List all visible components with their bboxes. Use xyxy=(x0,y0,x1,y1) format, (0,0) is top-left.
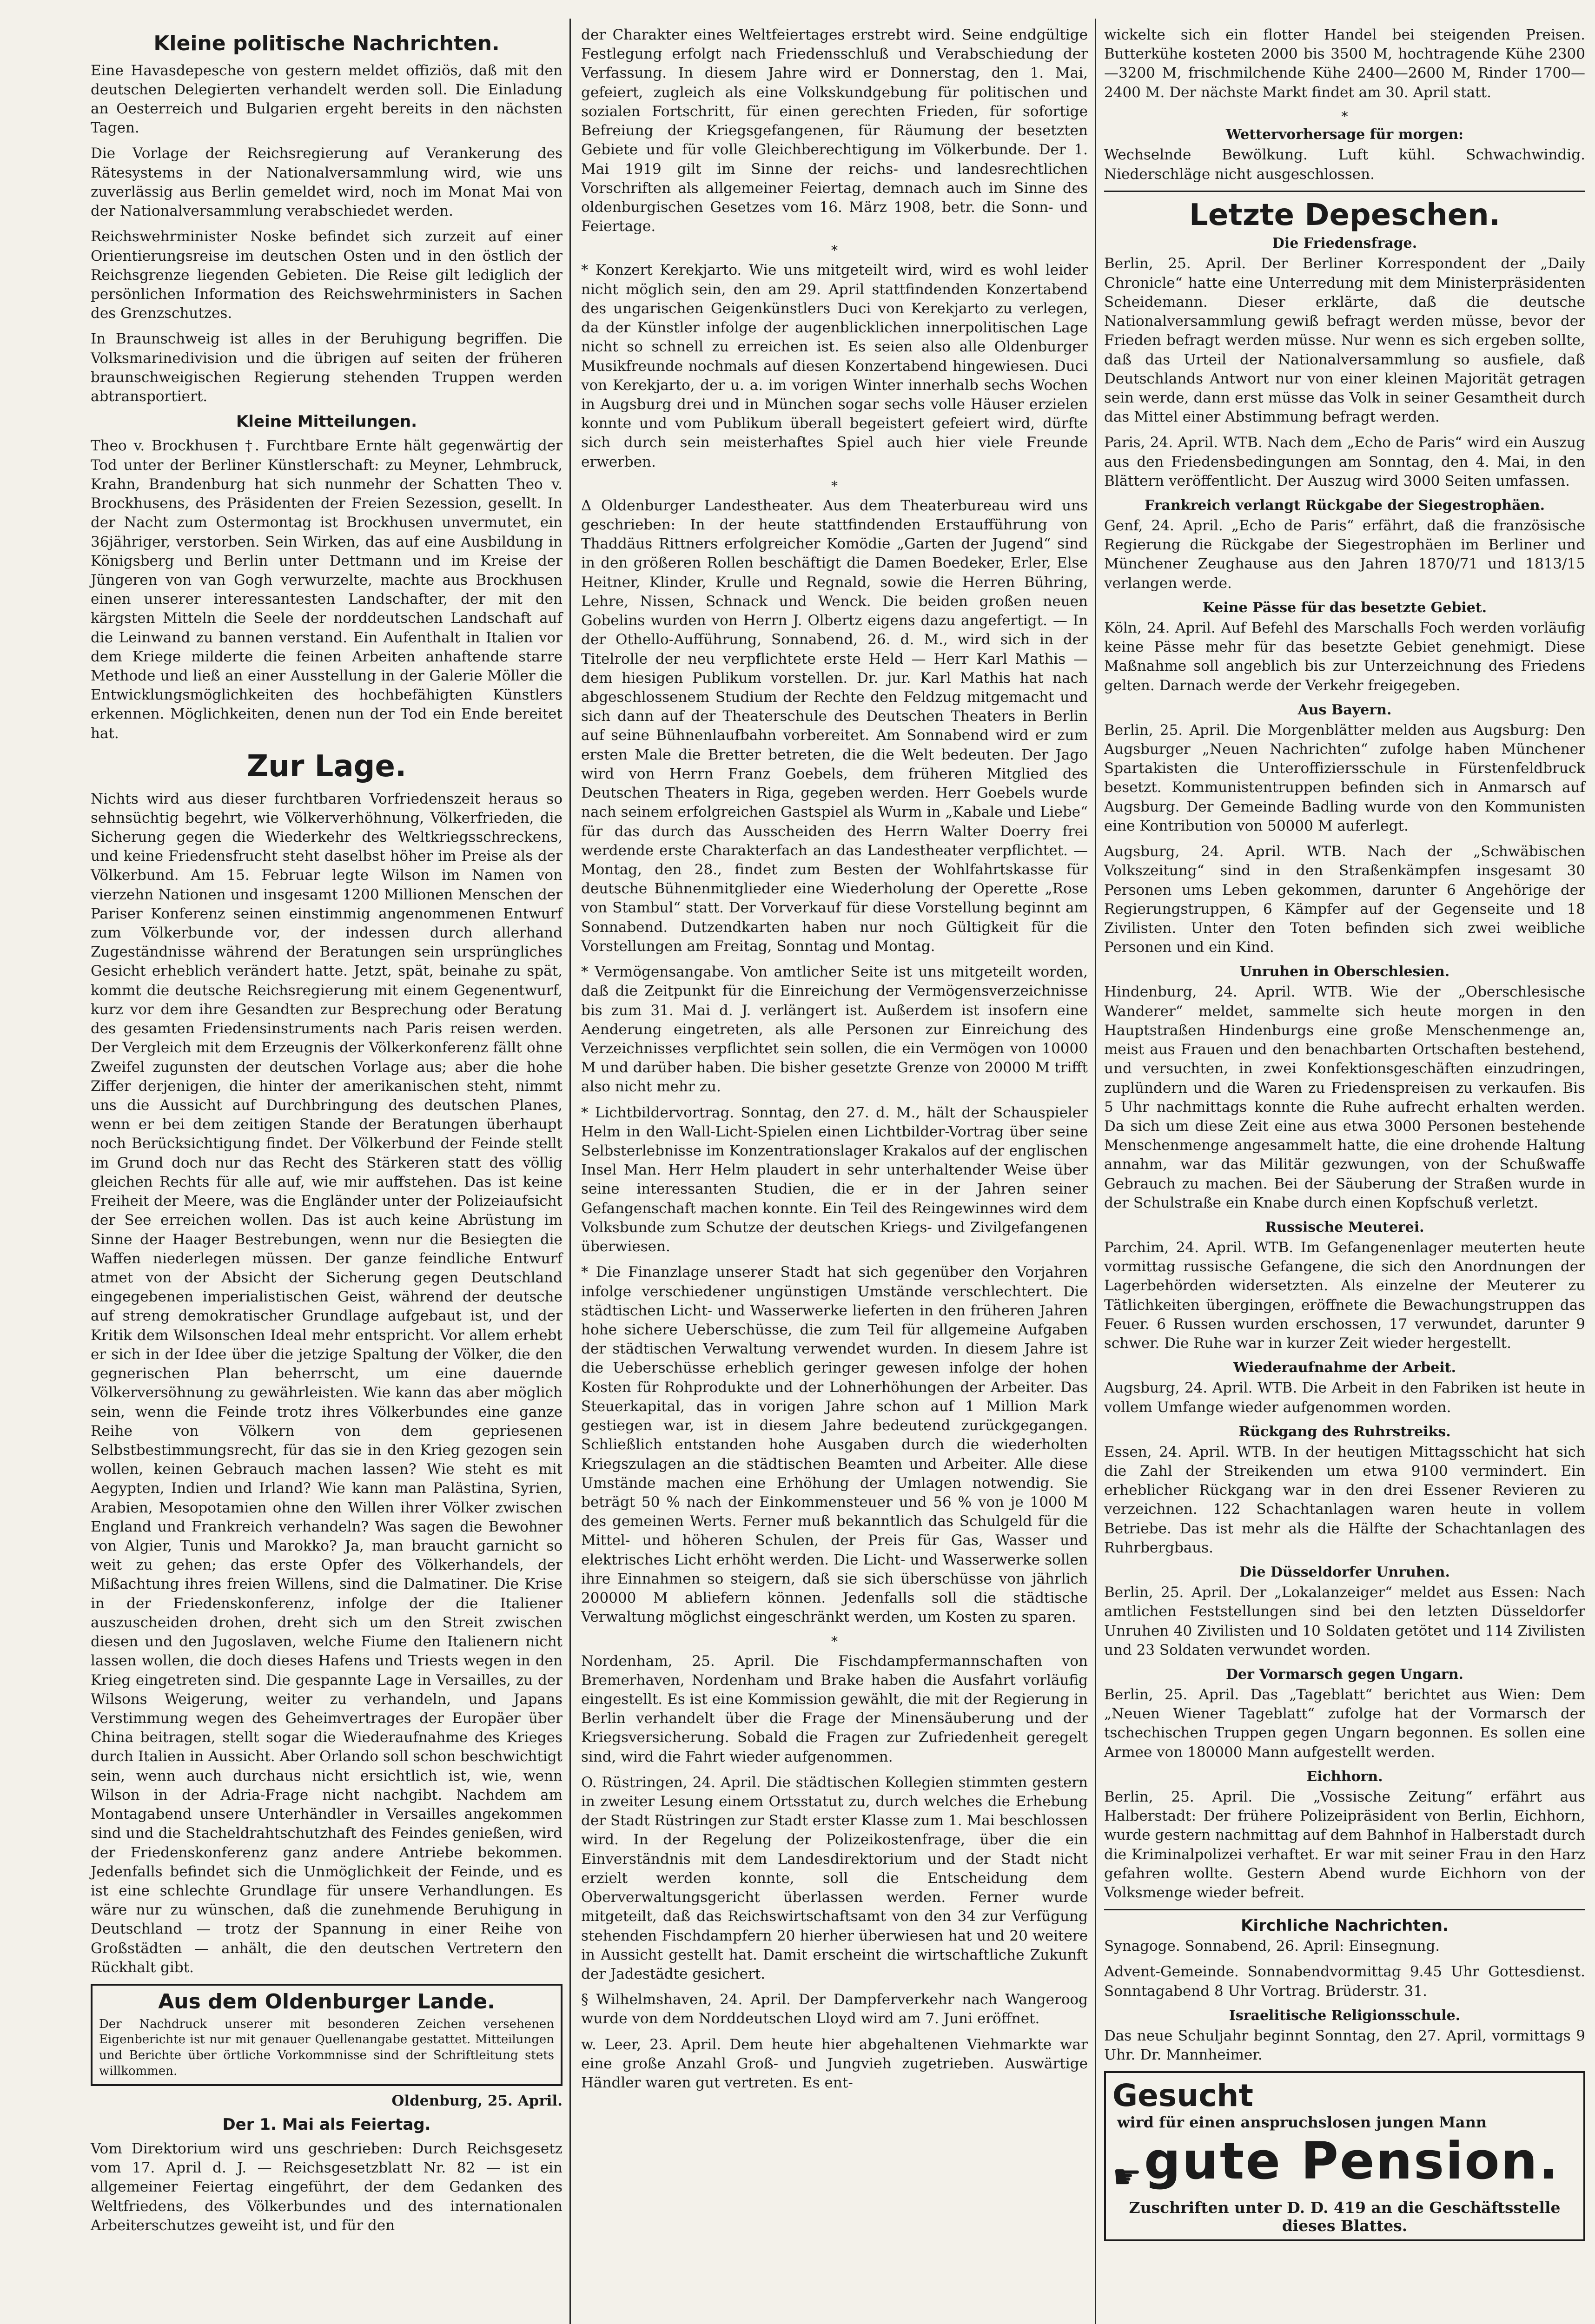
reprint-notice: Der Nachdruck unserer mit besonderen Zeichen versehenen Eigenberichte ist nur mit genauer Quellenangabe gestattet. Mitteilungen und Berichte über örtliche Vorkommnisse sind der Schriftleitung stets willkommen. xyxy=(99,2017,554,2079)
divider xyxy=(1104,191,1585,192)
subheading: Die Düsseldorfer Unruhen. xyxy=(1239,1564,1450,1581)
article-paragraph: Nichts wird aus dieser furchtbaren Vorfriedenszeit heraus so sehnsüchtig begehrt, wie Völkerverhöhnung, Völkerfrieden, die Sicherung gegen die Wiederkehr des Weltkriegsschreckens, und keine Friedensfrucht steht daselbst höher im Preise als der Völkerbund. Am 15. Februar legte Wilson im Namen von vierzehn Nationen und insgesamt 1200 Millionen Menschen der Pariser Konferenz seinen einstimmig angenommenen Entwurf zum Völkerbunde vor, der indessen durch allerhand Zugeständnisse während der Beratungen sein ursprüngliches Gesicht erheblich verändert hatte. Jetzt, spät, beinahe zu spät, kommt die deutsche Reichsregierung mit einem Gegenentwurf, kurz vor dem ihre Gesandten zur Besprechung oder Beratung des gesamten Friedensinstruments nach Paris reisen werden. Der Vergleich mit dem Erzeugnis der Völkerkonferenz fällt ohne Zweifel zugunsten der deutschen Vorlage aus; aber die hohe Ziffer derjenigen, die hinter der amerikanischen steht, nimmt uns die Aussicht auf Durchbringung des deutschen Planes, wenn er bei dem zeitigen Stande der Beratungen überhaupt noch Berücksichtigung findet. Der Völkerbund der Feinde stellt im Grund doch nur das Recht des Stärkeren statt des völlig gleichen Rechts für alle auf, wie mir auffstehen. Das ist keine Freiheit der Meere, was die Engländer unter der Polizeiaufsicht der See erreichen wollen. Das ist auch keine Abrüstung im Sinne der Haager Bestrebungen, wenn nur die Besiegten die Waffen niederlegen müssen. Der ganze feindliche Entwurf atmet von der Absicht der Sicherung gegen Deutschland eingegebenen imperialistischen Geist, während der deutsche auf streng demokratischer Grundlage aufgebaut ist, und der Kritik dem Wilsonschen Ideal mehr entspricht. Vor allem erhebt er sich in der Idee über die jetzige Spaltung der Völker, die den gegnerischen Plan beherrscht, um eine dauernde Völkerversöhnung zu gewährleisten. Wie kann das aber möglich sein, wenn die Feinde trotz ihres Völkerbundes eine ganze Reihe von Völkern von dem gepriesenen Selbstbestimmungsrecht, für das sie in den Krieg gezogen sein wollen, keinen Gebrauch machen lassen? Wie steht es mit Aegypten, Indien und Irland? Wie kann man Palästina, Syrien, Arabien, Mesopotamien ohne den Willen ihrer Völker zwischen England und Frankreich verhandeln? Was sagen die Bewohner von Algier, Tunis und Marokko? Ja, man braucht garnicht so weit zu gehen; das erste Opfer des Völkerhandels, der Mißachtung ihres freien Willens, sind die Dalmatiner. Die Krise in der Friedenskonferenz, infolge der die Italiener auszuscheiden drohen, dreht sich um den Streit zwischen diesen und den Jugoslaven, welche Fiume den Italienern nicht lassen wollen, die doch dieses Hafens und Triests wegen in den Krieg eingetreten sind. Die gespannte Lage in Versailles, zu der Wilsons Weigerung, weiter zu verhandeln, und Japans Verstimmung wegen des Geheimvertrages der Europäer über China beitragen, stellt sogar die Wiederaufnahme des Krieges durch Italien in Aussicht. Aber Orlando soll schon beschwichtigt sein, wenn auch durchaus nicht ersichtlich ist, wie, wenn Wilson in der Adria-Frage nicht nachgibt. Nachdem am Montagabend unsere Unterhändler in Versailles angekommen sind und die Stacheldrahtschutzhaft des Feindes genießen, wird der Friedenskonferenz ganz andere Antriebe bekommen. Jedenfalls befindet sich die Unmöglichkeit der Feinde, und es ist eine schlechte Grundlage für unsere Verhandlungen. Es wäre nur zu wünschen, daß die zunehmende Beruhigung in Deutschland — trotz der Spannung in einer Reihe von Großstädten — anhält, die den deutschen Vertretern den Rückhalt gibt. xyxy=(91,790,563,1976)
subheading: Wiederaufnahme der Arbeit. xyxy=(1233,1360,1456,1376)
article-paragraph: Augsburg, 24. April. WTB. Die Arbeit in den Fabriken ist heute in vollem Umfange wieder aufgenommen worden. xyxy=(1104,1380,1585,1416)
article-paragraph: * Die Finanzlage unserer Stadt hat sich gegenüber den Vorjahren infolge verschiedener ungünstigen Umstände verschlechtert. Die städtischen Licht- und Wasserwerke lieferten in den früheren Jahren hohe sichere Ueberschüsse, die zum Teil für allgemeine Aufgaben der städtischen Verwaltung verwendet wurden. In diesem Jahre ist die Ueberschüsse erheblich geringer gewesen infolge der hohen Kosten für Rohprodukte und der Lohnerhöhungen der Arbeiter. Das Steuerkapital, das in vorigen Jahre schon auf 1 Million Mark gestiegen war, ist in diesem Jahre bedeutend zurückgegangen. Schließlich entstanden hohe Ausgaben durch die wiederholten Kriegszulagen an die städtischen Beamten und Arbeiter. Alle diese Umstände machen eine Erhöhung der Umlagen notwendig. Sie beträgt 50 % nach der Einkommensteuer und 56 % von je 1000 M des gemeinen Werts. Ferner muß bekanntlich das Schulgeld für die Mittel- und höheren Schulen, der Preis für Gas, Wasser und elektrisches Licht erhöht werden. Die Licht- und Wasserwerke sollen ihre Einnahmen so steigern, daß sie sich überschüsse von jährlich 200000 M abliefern können. Jedenfalls soll die städtische Verwaltung möglichst eingeschränkt werden, um Kosten zu sparen. xyxy=(581,1264,1088,1626)
subheading: Frankreich verlangt Rückgabe der Siegestrophäen. xyxy=(1144,497,1545,514)
article-paragraph: Synagoge. Sonnabend, 26. April: Einsegnung. xyxy=(1104,1938,1440,1955)
dateline: Oldenburg, 25. April. xyxy=(391,2092,563,2109)
separator-star: * xyxy=(831,1633,838,1649)
subheading: Aus Bayern. xyxy=(1297,701,1392,718)
article-paragraph: der Charakter eines Weltfeiertages erstrebt wird. Seine endgültige Festlegung erfolgt nach Friedensschluß und Verabschiedung der Verfassung. In diesem Jahre wird er Donnerstag, den 1. Mai, gefeiert, zugleich als eine Volkskundgebung für politischen und sozialen Fortschritt, für einen gerechten Frieden, für sofortige Befreiung der Kriegsgefangenen, für Räumung der besetzten Gebiete und für volle Gleichberechtigung im Völkerbunde. Der 1. Mai 1919 gilt im Sinne der reichs- und landesrechtlichen Vorschriften als allgemeiner Feiertag, demnach auch im Sinne des oldenburgischen Gesetzes vom 16. März 1908, betr. die Sonn- und Feiertage. xyxy=(581,26,1088,235)
subheading: Unruhen in Oberschlesien. xyxy=(1239,964,1450,980)
classified-ad xyxy=(1104,2071,1585,2241)
article-paragraph: * Vermögensangabe. Von amtlicher Seite ist uns mitgeteilt worden, daß die Zeitpunkt für die Einreichung der Vermögensverzeichnisse bis zum 31. Mai d. J. verlängert ist. Außerdem ist insofern eine Aenderung eingetreten, als alle Personen zur Einreichung des Verzeichnisses verpflichtet sein sollen, die ein Vermögen von 10000 M und darüber haben. Die bisher gesetzte Grenze von 20000 M trifft also nicht mehr zu. xyxy=(581,964,1088,1096)
article-paragraph: wickelte sich ein flotter Handel bei steigenden Preisen. Butterkühe kosteten 2000 bis 3500 M, hochtragende Kühe 2300—3200 M, frischmilchende Kühe 2400—2600 M, Rinder 1700—2400 M. Der nächste Markt findet am 30. April statt. xyxy=(1104,26,1585,101)
divider xyxy=(1104,1909,1585,1910)
section-heading-politik: Kleine politische Nachrichten. xyxy=(153,32,500,55)
article-paragraph: In Braunschweig ist alles in der Beruhigung begriffen. Die Volksmarinedivision und die übrigen auf seiten der früheren braunschweigischen Regierung stehenden Truppen werden abtransportiert. xyxy=(91,330,563,405)
subheading: Die Friedensfrage. xyxy=(1272,235,1417,252)
separator-star: * xyxy=(831,478,838,494)
column-3 xyxy=(1104,26,1585,2324)
column-rule xyxy=(569,19,571,2324)
article-paragraph: Die Vorlage der Reichsregierung auf Verankerung des Rätesystems in der Nationalversammlung wird, wie uns zuverlässig aus Berlin gemeldet wird, noch im Monat Mai von der Nationalversammlung verabschiedet werden. xyxy=(91,145,563,220)
article-paragraph: Berlin, 25. April. Die Morgenblätter melden aus Augsburg: Den Augsburger „Neuen Nachrichten“ zufolge haben Münchener Spartakisten die Unteroffiziersschule in Fürstenfeldbruck besetzt. Kommunistentruppen befinden sich in Anmarsch auf Augsburg. Der Gemeinde Badling wurde von den Kommunisten eine Kontribution von 50000 M auferlegt. xyxy=(1104,721,1585,834)
article-paragraph: Vom Direktorium wird uns geschrieben: Durch Reichsgesetz vom 17. April d. J. — Reichsgesetzblatt Nr. 82 — ist ein allgemeiner Feiertag eingeführt, der dem Gedanken des Weltfriedens, des Völkerbundes und des internationalen Arbeiterschutzes geweiht ist, und für den xyxy=(91,2140,563,2234)
subheading: Der Vormarsch gegen Ungarn. xyxy=(1226,1666,1463,1683)
article-paragraph: * Lichtbildervortrag. Sonntag, den 27. d. M., hält der Schauspieler Helm in den Wall-Licht-Spielen einen Lichtbilder-Vortrag über seine Selbsterlebnisse im Konzentrationslager Krakalos auf der englischen Insel Man. Herr Helm plaudert in sehr unterhaltender Weise über seine interessanten Studien, die er in der Jahren seiner Gefangenschaft machen konnte. Ein Teil des Reingewinnes wird dem Volksbunde zum Schutze der deutschen Kriegs- und Zivilgefangenen überwiesen. xyxy=(581,1104,1088,1255)
article-paragraph: Köln, 24. April. Auf Befehl des Marschalls Foch werden vorläufig keine Pässe mehr für das besetzte Gebiet genehmigt. Diese Maßnahme soll angeblich bis zur Unterzeichnung des Friedens gelten. Darnach werde der Verkehr freigegeben. xyxy=(1104,619,1585,694)
article-paragraph: Berlin, 25. April. Der Berliner Korrespondent der „Daily Chronicle“ hatte eine Unterredung mit dem Ministerpräsidenten Scheidemann. Dieser erklärte, daß die deutsche Nationalversammlung gewiß befragt werden müsse, bevor der Frieden befragt werden müsse. Nur wenn es sich ergeben sollte, daß das Urteil der Nationalversammlung so ausfiele, daß Deutschlands Antwort nur von einer kleinen Majorität getragen sein werde, dann erst müsse das Volk in seiner Gesamtheit durch das Mittel einer Abstimmung befragt werden. xyxy=(1104,255,1585,426)
ad-headline: Gesucht xyxy=(1112,2078,1253,2114)
section-heading-lage: Zur Lage. xyxy=(246,749,407,784)
article-paragraph: Nordenham, 25. April. Die Fischdampfermannschaften von Bremerhaven, Nordenham und Brake haben die Ausfahrt vorläufig eingestellt. Es ist eine Kommission gewählt, die mit der Regierung in Berlin verhandelt über die Frage der Minensäuberung und der Kriegsversicherung. Sobald die Fragen zur Zufriedenheit geregelt sind, wird die Fahrt wieder aufgenommen. xyxy=(581,1652,1088,1765)
ad-contact: Zuschriften unter D. D. 419 an die Geschäftsstelle dieses Blattes. xyxy=(1129,2198,1561,2235)
article-paragraph: * Konzert Kerekjarto. Wie uns mitgeteilt wird, wird es wohl leider nicht möglich sein, den am 29. April stattfindenden Konzertabend des ungarischen Geigenkünstlers Duci von Kerekjarto zu verlegen, da der Künstler infolge der augenblicklichen innerpolitischen Lage nicht so schnell zu erreichen ist. Es seien also alle Oldenburger Musikfreunde nochmals auf diesen Konzertabend hingewiesen. Duci von Kerekjarto, der u. a. im vorigen Winter innerhalb sechs Wochen in Augsburg drei und in München sogar sechs volle Häuser erzielen konnte und vom Publikum überall begeistert gefeiert wird, dürfte sich durch sein meisterhaftes Spiel auch hier viele Freunde erwerben. xyxy=(581,262,1088,470)
separator-star: * xyxy=(831,243,838,258)
subheading: Israelitische Religionsschule. xyxy=(1229,2007,1461,2024)
article-paragraph: Hindenburg, 24. April. WTB. Wie der „Oberschlesische Wanderer“ meldet, sammelte sich heute morgen in den Hauptstraßen Hindenburgs eine große Menschenmenge an, meist aus Frauen und den benachbarten Ortschaften bestehend, und versuchten, in zwei Konfektionsgeschäften einzudringen, zuplündern und die Waren zu Friedenspreisen zu verkaufen. Bis 5 Uhr nachmittags konnte die Ruhe aufrecht erhalten werden. Da sich um diese Zeit eine aus etwa 3000 Personen bestehende Menschenmenge angesammelt hatte, die eine drohende Haltung annahm, war das Militär gezwungen, von der Schußwaffe Gebrauch zu machen. Bei der Säuberung der Straßen wurde in der Schulstraße ein Knabe durch einen Kopfschuß verletzt. xyxy=(1104,984,1585,1211)
subheading: Rückgang des Ruhrstreiks. xyxy=(1238,1423,1451,1440)
article-paragraph: Reichswehrminister Noske befindet sich zurzeit auf einer Orientierungsreise im deutschen Osten und in den östlich der Reichsgrenze liegenden Gebieten. Die Reise gilt lediglich der persönlichen Information des Reichswehrministers in Sachen des Grenzschutzes. xyxy=(91,228,563,322)
article-paragraph: Δ Oldenburger Landestheater. Aus dem Theaterbureau wird uns geschrieben: In der heute stattfindenden Erstaufführung von Thaddäus Rittners erfolgreicher Komödie „Garten der Jugend“ sind in den größeren Rollen beschäftigt die Damen Boedeker, Erler, Else Heitner, Klinder, Krulle und Regnald, sowie die Herren Bühring, Lehre, Nissen, Schnack und Wenck. Die beiden großen neuen Gobelins wurden von Herrn J. Olbertz eigens dazu angefertigt. — In der Othello-Aufführung, Sonnabend, 26. d. M., wird sich in der Titelrolle der neu verpflichtete erste Held — Herr Karl Mathis — dem hiesigen Publikum vorstellen. Dr. jur. Karl Mathis hat nach abgeschlossenem Studium der Rechte den Feldzug mitgemacht und sich dann auf der Theaterschule des Deutschen Theaters in Berlin auf seine Bühnenlaufbahn vorbereitet. Am Sonnabend wird er zum ersten Male die Bretter betreten, die die Welt bedeuten. Der Jago wird von Herrn Franz Goebels, dem früheren Mitglied des Deutschen Theaters in Riga, gegeben werden. Herr Goebels wurde nach seinem erfolgreichen Gastspiel als Wurm in „Kabale und Liebe“ für das durch das Ausscheiden des Herrn Walter Doerry frei werdende erste Charakterfach an das Landestheater verpflichtet. — Montag, den 28., findet zum Besten der Wohlfahrtskasse für deutsche Bühnenmitglieder eine Wiederholung der Operette „Rose von Stambul“ statt. Der Vorverkauf für diese Vorstellung beginnt am Sonnabend. Dutzendkarten haben nur noch Gültigkeit für die Vorstellungen am Freitag, Sonntag und Montag. xyxy=(581,497,1088,955)
article-paragraph: Theo v. Brockhusen †. Furchtbare Ernte hält gegenwärtig der Tod unter der Berliner Künstlerschaft: zu Meyner, Lehmbruck, Krahn, Brandenburg hat sich nunmehr der Schatten Theo v. Brockhusens, des Präsidenten der Freien Sezession, gesellt. In der Nacht zum Ostermontag ist Brockhusen unvermutet, ein 36jähriger, verstorben. Sein Wirken, das auf eine Ausbildung in Königsberg und Berlin unter Dettmann und im Kreise der Jüngeren von van Gogh verwurzelte, machte aus Brockhusen einen unserer interessantesten Landschafter, der mit den kärgsten Mitteln die Seele der norddeutschen Landschaft auf die Leinwand zu bannen verstand. Ein Aufenthalt in Italien vor dem Kriege milderte die feinen Arbeiten anhaftende starre Methode und ließ an einer Ausstellung in der Galerie Möller die Entwicklungsmöglichkeiten des hochbefähigten Künstlers erkennen. Möglichkeiten, denen nun der Tod ein Ende bereitet hat. xyxy=(91,437,563,742)
subheading: Eichhorn. xyxy=(1306,1768,1383,1785)
pointing-hand-icon: ☛ xyxy=(1112,2157,1142,2196)
section-heading-depeschen: Letzte Depeschen. xyxy=(1189,198,1500,232)
separator-star: * xyxy=(1341,108,1348,124)
ad-subline: wird für einen anspruchslosen jungen Mann xyxy=(1117,2113,1487,2132)
article-paragraph: O. Rüstringen, 24. April. Die städtischen Kollegien stimmten gestern in zweiter Lesung einem Ortsstatut zu, durch welches die Erhebung der Stadt Rüstringen zur Stadt erster Klasse zum 1. Mai beschlossen wird. In der Regelung der Polizeikostenfrage, über die ein Einverständnis mit dem Landesdirektorium und der Stadt nicht erzielt werden konnte, soll die Entscheidung dem Oberverwaltungsgericht überlassen werden. Ferner wurde mitgeteilt, daß das Reichswirtschaftsamt von den 34 zur Verfügung stehenden Fischdampfern 20 hierher überwiesen hat und 20 weitere in Aussicht gestellt hat. Damit erscheint die wirtschaftliche Zukunft der Jadestädte gesichert. xyxy=(581,1774,1088,1982)
article-paragraph: w. Leer, 23. April. Dem heute hier abgehaltenen Viehmarkte war eine große Anzahl Groß- und Jungvieh zugetrieben. Auswärtige Händler waren gut vertreten. Es ent- xyxy=(581,2036,1088,2092)
article-paragraph: Essen, 24. April. WTB. In der heutigen Mittagsschicht hat sich die Zahl der Streikenden um etwa 9100 vermindert. Ein erheblicher Rückgang war in den drei Essener Revieren zu verzeichnen. 122 Schachtanlagen waren heute in vollem Betriebe. Das ist mehr als die Hälfte der Schachtanlagen des Ruhrbergbaus. xyxy=(1104,1443,1585,1556)
section-heading-mitteilungen: Kleine Mitteilungen. xyxy=(236,412,417,431)
article-paragraph: Das neue Schuljahr beginnt Sonntag, den 27. April, vormittags 9 Uhr. Dr. Mannheimer. xyxy=(1104,2027,1585,2064)
section-heading-oldenburg: Aus dem Oldenburger Lande. xyxy=(158,1990,495,2014)
section-heading-wetter: Wettervorhersage für morgen: xyxy=(1225,126,1464,143)
article-paragraph: Advent-Gemeinde. Sonnabendvormittag 9.45 Uhr Gottesdienst. Sonntagabend 8 Uhr Vortrag. Brüderstr. 31. xyxy=(1104,1963,1585,2000)
article-paragraph: Paris, 24. April. WTB. Nach dem „Echo de Paris“ wird ein Auszug aus den Friedensbedingungen am Sonntag, den 4. Mai, in den Blättern veröffentlicht. Der Auszug wird 3000 Seiten umfassen. xyxy=(1104,434,1585,489)
article-paragraph: Augsburg, 24. April. WTB. Nach der „Schwäbischen Volkszeitung“ sind in den Straßenkämpfen insgesamt 30 Personen ums Leben gekommen, darunter 6 Angehörige der Regierungstruppen, 6 Kämpfer auf der Gegenseite und 18 Zivilisten. Unter den Toten befinden sich zwei weibliche Personen und ein Kind. xyxy=(1104,843,1585,956)
article-paragraph: § Wilhelmshaven, 24. April. Der Dampferverkehr nach Wangeroog wurde von dem Norddeutschen Lloyd wird am 7. Juni eröffnet. xyxy=(581,1991,1088,2027)
section-heading-kirche: Kirchliche Nachrichten. xyxy=(1241,1916,1449,1935)
column-1 xyxy=(91,26,563,2324)
subheading: Keine Pässe für das besetzte Gebiet. xyxy=(1202,599,1487,616)
ad-main-text: gute Pension. xyxy=(1144,2131,1560,2191)
weather-text: Wechselnde Bewölkung. Luft kühl. Schwachwindig. Niederschläge nicht ausgeschlossen. xyxy=(1104,146,1585,183)
column-2 xyxy=(581,26,1088,2324)
section-heading-feiertag: Der 1. Mai als Feiertag. xyxy=(222,2115,431,2134)
article-paragraph: Eine Havasdepesche von gestern meldet offiziös, daß mit den deutschen Delegierten verhandelt werden soll. Die Einladung an Oesterreich und Bulgarien ergeht bereits in den nächsten Tagen. xyxy=(91,62,563,137)
article-paragraph: Berlin, 25. April. Der „Lokalanzeiger“ meldet aus Essen: Nach amtlichen Feststellungen sind bei den letzten Düsseldorfer Unruhen 40 Zivilisten und 10 Soldaten getötet und 114 Zivilisten und 23 Soldaten verwundet worden. xyxy=(1104,1584,1585,1658)
article-paragraph: Berlin, 25. April. Die „Vossische Zeitung“ erfährt aus Halberstadt: Der frühere Polizeipräsident von Berlin, Eichhorn, wurde gestern nachmittag auf dem Bahnhof in Halberstadt durch die Kriminalpolizei verhaftet. Er war mit seiner Frau in den Harz gefahren wollte. Gestern Abend wurde Eichhorn von der Volksmenge wieder befreit. xyxy=(1104,1788,1585,1901)
section-box-oldenburg xyxy=(91,1984,563,2086)
article-paragraph: Parchim, 24. April. WTB. Im Gefangenenlager meuterten heute vormittag russische Gefangene, die sich den Anordnungen der Lagerbehörden widersetzten. Als einzelne der Meuterer zu Tätlichkeiten übergingen, eröffnete die Bewachungstruppen das Feuer. 6 Russen wurden erschossen, 17 verwundet, darunter 9 schwer. Die Ruhe war in kurzer Zeit wieder hergestellt. xyxy=(1104,1239,1585,1352)
subheading: Russische Meuterei. xyxy=(1265,1219,1424,1236)
article-paragraph: Genf, 24. April. „Echo de Paris“ erfährt, daß die französische Regierung die Rückgabe der Siegestrophäen im Berliner und Münchener Zeughause aus den Jahren 1870/71 und 1813/15 verlangen werde. xyxy=(1104,517,1585,592)
column-rule xyxy=(1095,19,1096,2324)
article-paragraph: Berlin, 25. April. Das „Tageblatt“ berichtet aus Wien: Dem „Neuen Wiener Tageblatt“ zufolge hat der Vormarsch der tschechischen Truppen gegen Ungarn begonnen. Es sollen eine Armee von 180000 Mann aufgestellt werden. xyxy=(1104,1686,1585,1761)
